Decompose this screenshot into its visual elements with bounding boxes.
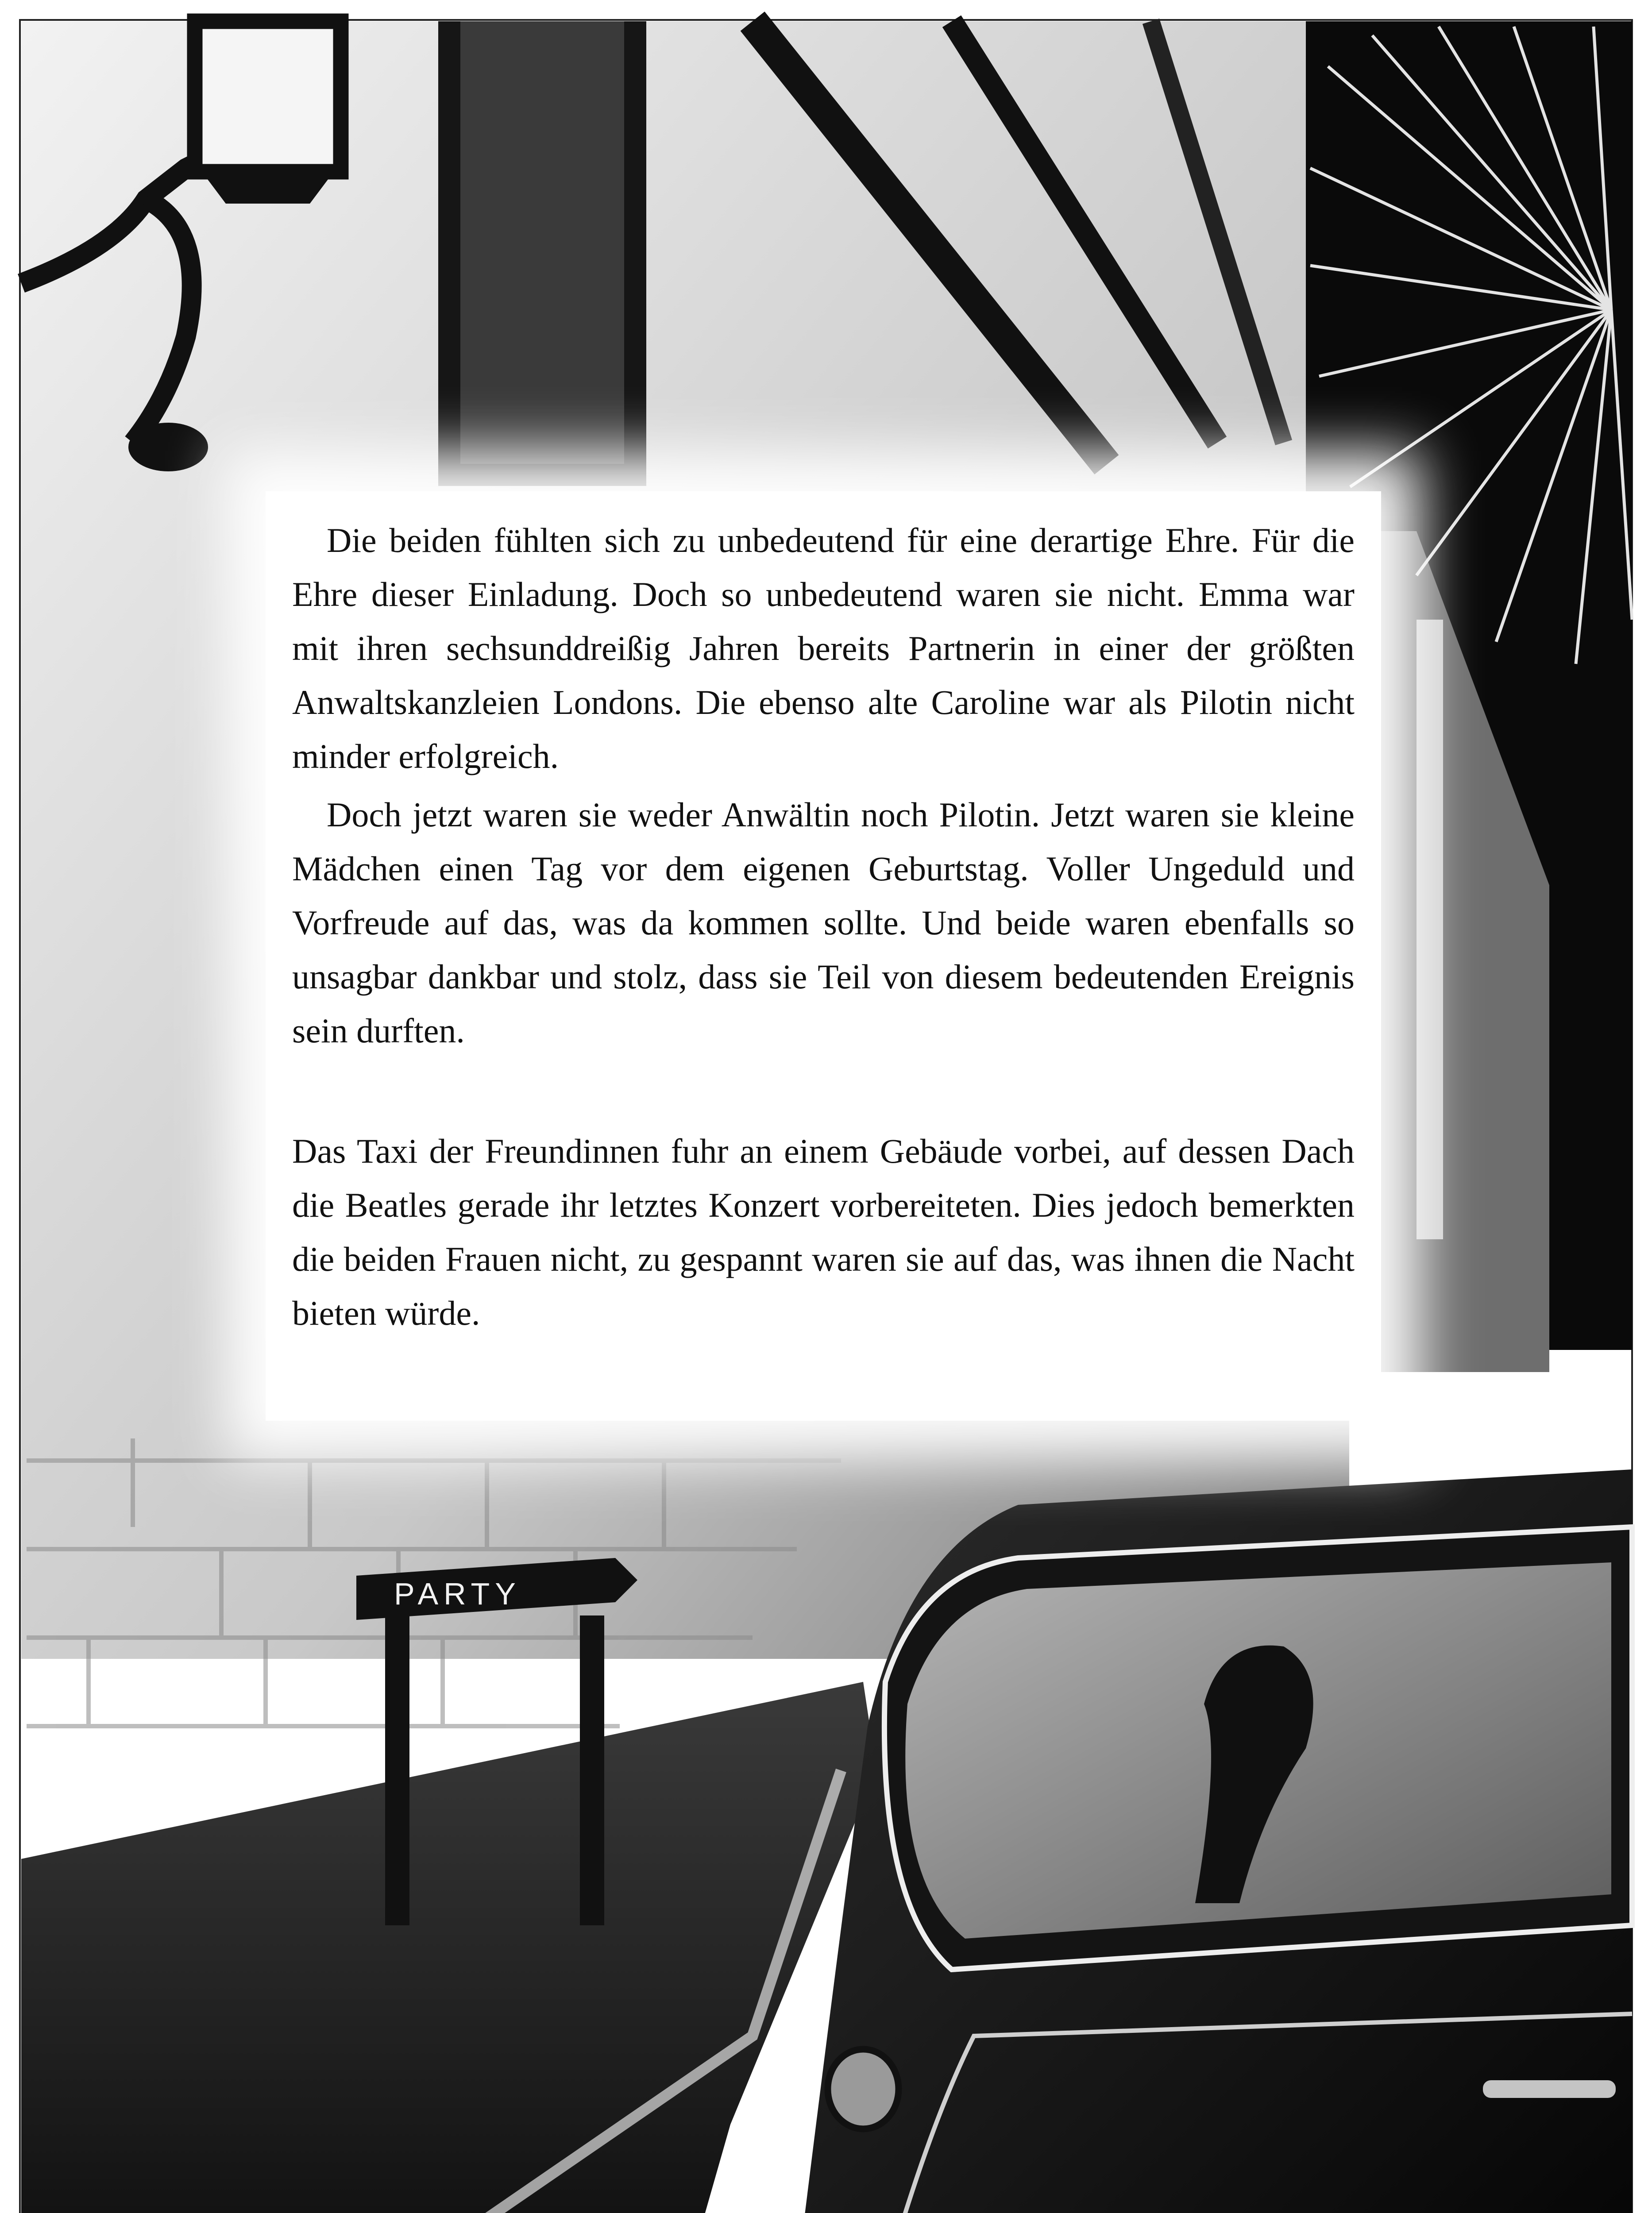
- party-sign-label: PARTY: [394, 1577, 521, 1611]
- story-paragraph-1: Die beiden fühlten sich zu unbedeutend für eine derartige Ehre. Für die Ehre dieser Einladung. Doch so unbedeutend waren sie nicht. Emma war mit ihren sechsunddreißig Jahren bereits Partnerin in einer der größten Anwaltskanzleien Londons. Die ebenso alte Caroline war als Pilotin nicht minder erfolgreich.: [292, 521, 1355, 775]
- story-paragraph-2: Doch jetzt waren sie weder Anwältin noch Pilotin. Jetzt waren sie kleine Mädchen einen Tag vor dem eigenen Geburtstag. Voller Ungeduld und Vorfreude auf das, was da kommen sollte. Und beide waren ebenfalls so unsagbar dankbar und stolz, dass sie Teil von diesem bedeutenden Ereignis sein durften.: [292, 795, 1355, 1050]
- story-paragraph-3: Das Taxi der Freundinnen fuhr an einem Gebäude vorbei, auf dessen Dach die Beatles gerade ihr letztes Konzert vorbereiteten. Dies jedoch bemerkten die beiden Frauen nicht, zu gespannt waren sie auf das, was ihnen die Nacht bieten würde.: [292, 1132, 1355, 1332]
- story-text-panel: [266, 491, 1381, 1421]
